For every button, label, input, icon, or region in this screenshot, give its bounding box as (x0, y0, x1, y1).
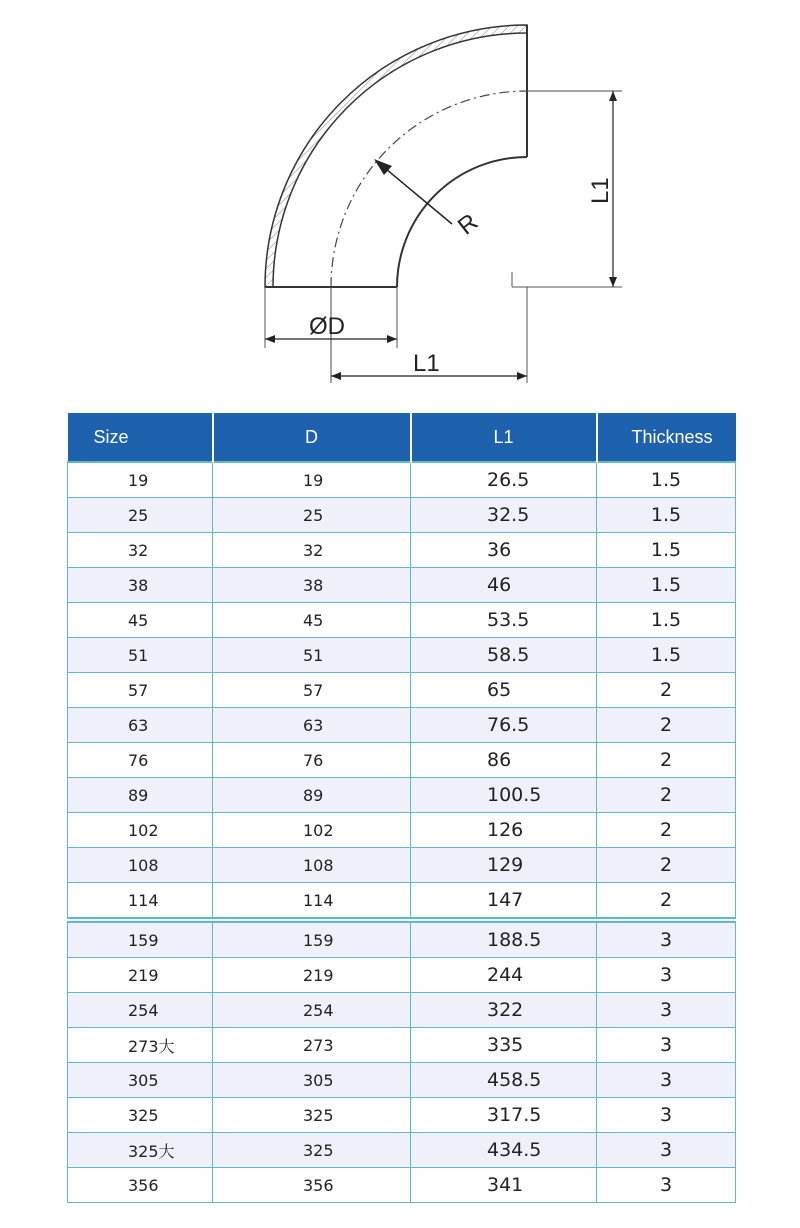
od-label: ØD (309, 313, 345, 340)
cell-l1: 147 (411, 883, 597, 921)
table-row (68, 498, 736, 533)
cell-d: 325 (213, 1098, 411, 1133)
cell-d: 76 (213, 743, 411, 778)
cell-thickness: 3 (597, 1133, 736, 1168)
cell-l1: 86 (411, 743, 597, 778)
table-row (68, 920, 736, 958)
table-row (68, 533, 736, 568)
cell-d: 219 (213, 958, 411, 993)
elbow-diagram (0, 0, 800, 400)
cell-d: 63 (213, 708, 411, 743)
l1-side-arrow-bottom (609, 277, 617, 287)
table-row (68, 1168, 736, 1203)
cell-thickness: 1.5 (597, 568, 736, 603)
cell-l1: 46 (411, 568, 597, 603)
table-row (68, 848, 736, 883)
cell-d: 325 (213, 1133, 411, 1168)
cell-thickness: 2 (597, 848, 736, 883)
cell-d: 254 (213, 993, 411, 1028)
cell-thickness: 2 (597, 673, 736, 708)
cell-l1: 36 (411, 533, 597, 568)
cell-size: 63 (68, 708, 213, 743)
cell-l1: 188.5 (411, 920, 597, 958)
table-row (68, 813, 736, 848)
cell-l1: 65 (411, 673, 597, 708)
table-row (68, 708, 736, 743)
cell-size: 325大 (68, 1133, 213, 1168)
cell-size: 38 (68, 568, 213, 603)
table-row (68, 743, 736, 778)
cell-d: 38 (213, 568, 411, 603)
cell-thickness: 1.5 (597, 462, 736, 498)
cell-size: 19 (68, 462, 213, 498)
header-size: Size (68, 413, 213, 462)
cell-l1: 26.5 (411, 462, 597, 498)
table-row (68, 638, 736, 673)
cell-d: 356 (213, 1168, 411, 1203)
od-arrow-left (265, 335, 275, 343)
cell-d: 108 (213, 848, 411, 883)
cell-thickness: 3 (597, 1063, 736, 1098)
table-row (68, 603, 736, 638)
l1-side-arrow-top (609, 91, 617, 101)
header-l1: L1 (411, 413, 597, 462)
elbow-drawing (0, 0, 800, 400)
cell-size: 114 (68, 883, 213, 921)
cell-l1: 58.5 (411, 638, 597, 673)
cell-l1: 129 (411, 848, 597, 883)
l1-bottom-arrow-left (331, 372, 341, 380)
cell-l1: 76.5 (411, 708, 597, 743)
cell-l1: 341 (411, 1168, 597, 1203)
cell-thickness: 3 (597, 993, 736, 1028)
cell-l1: 434.5 (411, 1133, 597, 1168)
cell-l1: 53.5 (411, 603, 597, 638)
cell-thickness: 2 (597, 778, 736, 813)
cell-d: 273 (213, 1028, 411, 1063)
l1-bottom-arrow-right (517, 372, 527, 380)
cell-size: 76 (68, 743, 213, 778)
cell-thickness: 1.5 (597, 533, 736, 568)
od-arrow-right (387, 335, 397, 343)
cell-size: 219 (68, 958, 213, 993)
cell-size: 254 (68, 993, 213, 1028)
cell-size: 102 (68, 813, 213, 848)
cell-l1: 32.5 (411, 498, 597, 533)
cell-size: 305 (68, 1063, 213, 1098)
cell-size: 108 (68, 848, 213, 883)
cell-thickness: 2 (597, 708, 736, 743)
table-row (68, 1098, 736, 1133)
table-row (68, 778, 736, 813)
cell-d: 19 (213, 462, 411, 498)
radius-label: R (452, 208, 484, 241)
header-d: D (213, 413, 411, 462)
table-row (68, 883, 736, 921)
cell-size: 159 (68, 920, 213, 958)
cell-l1: 458.5 (411, 1063, 597, 1098)
cell-thickness: 1.5 (597, 603, 736, 638)
elbow-wall (265, 25, 527, 287)
cell-l1: 335 (411, 1028, 597, 1063)
cell-size: 51 (68, 638, 213, 673)
cell-d: 114 (213, 883, 411, 921)
cell-size: 356 (68, 1168, 213, 1203)
cell-d: 45 (213, 603, 411, 638)
table-row (68, 673, 736, 708)
cell-thickness: 3 (597, 958, 736, 993)
cell-thickness: 3 (597, 1168, 736, 1203)
table-body (68, 462, 736, 1203)
cell-thickness: 2 (597, 813, 736, 848)
l1-side-label: L1 (587, 177, 614, 204)
cell-thickness: 3 (597, 920, 736, 958)
cell-d: 159 (213, 920, 411, 958)
cell-thickness: 2 (597, 883, 736, 921)
table-row (68, 462, 736, 498)
cell-size: 32 (68, 533, 213, 568)
cell-l1: 100.5 (411, 778, 597, 813)
radius-arrow (380, 164, 452, 224)
cell-d: 89 (213, 778, 411, 813)
table-row (68, 993, 736, 1028)
cell-size: 45 (68, 603, 213, 638)
header-thickness: Thickness (597, 413, 736, 462)
cell-d: 305 (213, 1063, 411, 1098)
cell-size: 273大 (68, 1028, 213, 1063)
cell-thickness: 2 (597, 743, 736, 778)
table-header-row (68, 413, 736, 462)
cell-l1: 322 (411, 993, 597, 1028)
cell-size: 57 (68, 673, 213, 708)
cell-d: 32 (213, 533, 411, 568)
spec-table (67, 413, 736, 1203)
cell-d: 102 (213, 813, 411, 848)
table-row (68, 1028, 736, 1063)
cell-thickness: 1.5 (597, 638, 736, 673)
cell-l1: 317.5 (411, 1098, 597, 1133)
cell-thickness: 3 (597, 1098, 736, 1133)
table-row (68, 568, 736, 603)
cell-thickness: 3 (597, 1028, 736, 1063)
table-row (68, 1063, 736, 1098)
cell-d: 51 (213, 638, 411, 673)
cell-d: 57 (213, 673, 411, 708)
table-row (68, 958, 736, 993)
cell-d: 25 (213, 498, 411, 533)
cell-size: 89 (68, 778, 213, 813)
cell-size: 25 (68, 498, 213, 533)
table-row (68, 1133, 736, 1168)
cell-l1: 244 (411, 958, 597, 993)
cell-thickness: 1.5 (597, 498, 736, 533)
elbow-centerline (331, 91, 527, 287)
cell-size: 325 (68, 1098, 213, 1133)
l1-bottom-label: L1 (413, 350, 440, 377)
cell-l1: 126 (411, 813, 597, 848)
